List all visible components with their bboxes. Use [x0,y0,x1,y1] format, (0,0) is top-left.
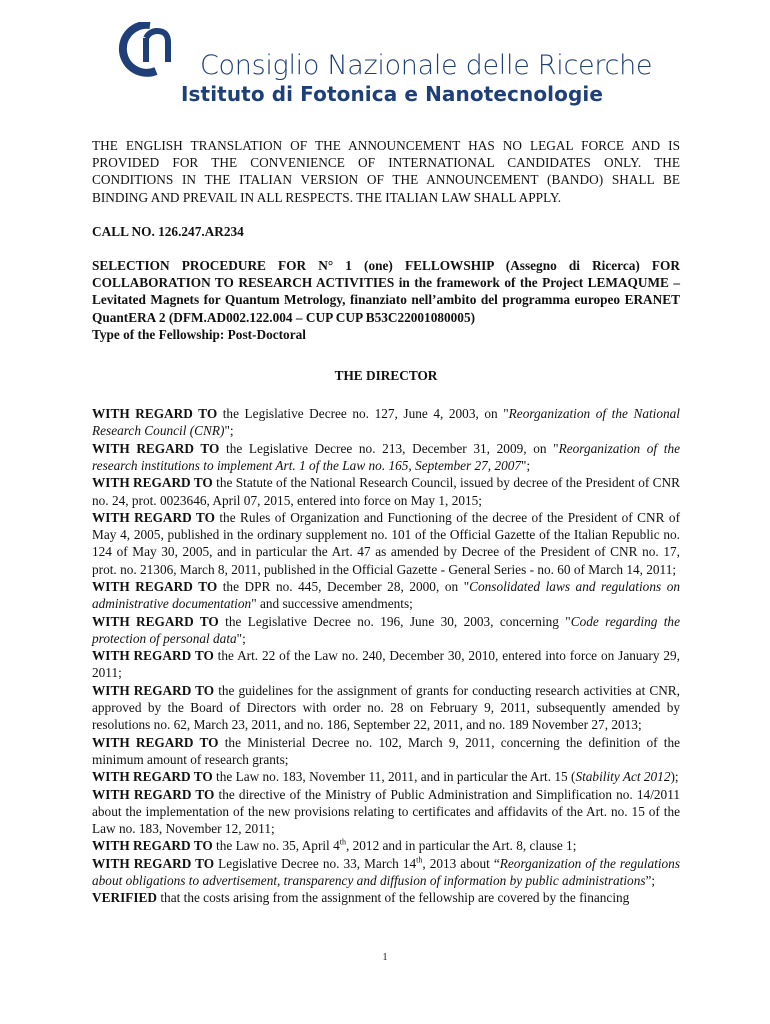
regard-text: the Law no. 35, April 4 [212,838,340,854]
regard-text: the DPR no. 445, December 28, 2000, on " [217,579,470,595]
regard-text: "; [521,458,531,474]
legal-disclaimer: THE ENGLISH TRANSLATION OF THE ANNOUNCEMENT HAS NO LEGAL FORCE AND IS PROVIDED FOR THE CONVENIENCE OF INTERNATIONAL CANDIDATES ONLY. THE CONDITIONS IN THE ITALIAN VERSION OF THE ANNOUNCEMENT (BANDO) SHALL BE BINDING AND PREVAIL IN ALL RESPECTS. THE ITALIAN LAW SHALL APPLY. [92,138,680,205]
regard-text: the guidelines for the assignment of grants for conducting research activities at CNR, approved by the Board of Directors with order no. 28 on February 9, 2011, subsequently amended by resolutions no. 62, March 23, 2011, and no. 186, September 22, 2011, and no. 189 November 27, 2013; [92,682,680,733]
regard-keyword: WITH REGARD TO [92,510,215,526]
regard-text: the Statute of the National Research Council, issued by decree of the President of CNR no. 24, prot. 0023646, April 07, 2015, entered into force on May 1, 2015; [92,475,681,508]
regard-item [92,786,680,838]
regard-keyword: WITH REGARD TO [92,648,214,664]
regard-title: Code regarding the protection of personal data [92,613,680,646]
regard-title: Reorganization of the regulations about obligations to advertisement, transparency and diffusion of information by public administrations [92,855,680,888]
regard-item [92,889,680,906]
regard-text: Legislative Decree no. 33, March 14 [214,855,417,871]
regard-text: ”; [645,872,656,888]
regard-text: ); [670,769,679,785]
regard-keyword: WITH REGARD TO [92,475,213,491]
institute-name: Istituto di Fotonica e Nanotecnologie [181,82,603,106]
regard-keyword: WITH REGARD TO [92,786,215,802]
selection-procedure: SELECTION PROCEDURE FOR N° 1 (one) FELLOWSHIP (Assegno di Ricerca) FOR COLLABORATION TO RESEARCH ACTIVITIES in the framework of the Project LEMAQUME – Levitated Magnets for Quantum Metrology, finanziato nell’ambito del programma europeo ERANET QuantERA 2 (DFM.AD002.122.004 – CUP CUP B53C22001080005) [92,258,680,325]
regard-keyword: WITH REGARD TO [92,682,215,698]
regard-keyword: WITH REGARD TO [92,855,215,871]
regard-keyword: WITH REGARD TO [92,613,219,629]
regard-item [92,837,680,854]
regard-item [92,405,680,439]
document-body [92,137,680,907]
regard-item [92,613,680,647]
regard-keyword: WITH REGARD TO [92,440,220,456]
regard-text: the Legislative Decree no. 213, December 31, 2009, on " [219,440,559,456]
regard-text: the directive of the Ministry of Public Administration and Simplification no. 14/2011 about the implementation of the new provisions relating to certificates and affidavits of the Art. no. 15 of the Law no. 183, November 12, 2011; [92,786,680,836]
regard-item [92,855,680,889]
regard-text: the Legislative Decree no. 196, June 30, 2003, concerning " [218,613,571,629]
regard-keyword: WITH REGARD TO [92,838,213,854]
regard-keyword: VERIFIED [92,890,158,906]
regard-item [92,578,680,612]
regards-list [92,405,680,906]
regard-item [92,682,680,734]
regard-item [92,440,680,474]
regard-title: Reorganization of the research institutions to implement Art. 1 of the Law no. 165, September 27, 2007 [92,440,681,474]
regard-superscript: th [339,837,346,847]
regard-text: , 2012 and in particular the Art. 8, clause 1; [345,838,577,854]
regard-item [92,768,680,785]
regard-title: Reorganization of the National Research Council (CNR) [92,406,681,439]
regard-text: the Ministerial Decree no. 102, March 9, 2011, concerning the definition of the minimum amount of research grants; [92,734,681,767]
director-heading: THE DIRECTOR [334,368,438,384]
regard-text: the Legislative Decree no. 127, June 4, 2003, on " [217,406,509,422]
regard-item [92,734,680,768]
regard-title: Consolidated laws and regulations on administrative documentation [92,579,681,612]
regard-item [92,509,680,578]
cnr-logo-icon [116,22,180,78]
regard-keyword: WITH REGARD TO [92,734,219,750]
regard-text: the Art. 22 of the Law no. 240, December 30, 2010, entered into force on January 29, 2011; [92,648,680,681]
regard-text: the Rules of Organization and Functioning of the decree of the President of CNR of May 4, 2005, published in the ordinary supplement no. 101 of the Official Gazette of the Italian Republic no. 124 of May 30, 2005, and in particular the Art. 47 as amended by Decree of the President of CNR no. 17, prot. no. 21306, March 8, 2011, published in the Official Gazette - General Series - no. 60 of March 14, 2011; [92,510,681,577]
regard-item [92,474,680,508]
regard-superscript: th [416,855,423,865]
regard-title: Stability Act 2012 [575,769,671,785]
regard-text: " and successive amendments; [251,596,413,612]
regard-text: , 2013 about “ [422,855,500,871]
fellowship-type: Type of the Fellowship: Post-Doctoral [92,326,306,342]
regard-keyword: WITH REGARD TO [92,579,218,595]
letterhead [0,18,770,110]
regard-keyword: WITH REGARD TO [92,769,213,785]
page-number: 1 [382,952,388,963]
call-number: CALL NO. 126.247.AR234 [92,223,244,239]
regard-text: "; [236,630,246,646]
organization-name: Consiglio Nazionale delle Ricerche [200,50,653,81]
regard-item [92,647,680,681]
regard-text: the Law no. 183, November 11, 2011, and in particular the Art. 15 ( [212,769,576,785]
regard-keyword: WITH REGARD TO [92,406,218,422]
regard-text: that the costs arising from the assignment of the fellowship are covered by the financing [157,890,630,906]
regard-text: "; [224,423,234,439]
